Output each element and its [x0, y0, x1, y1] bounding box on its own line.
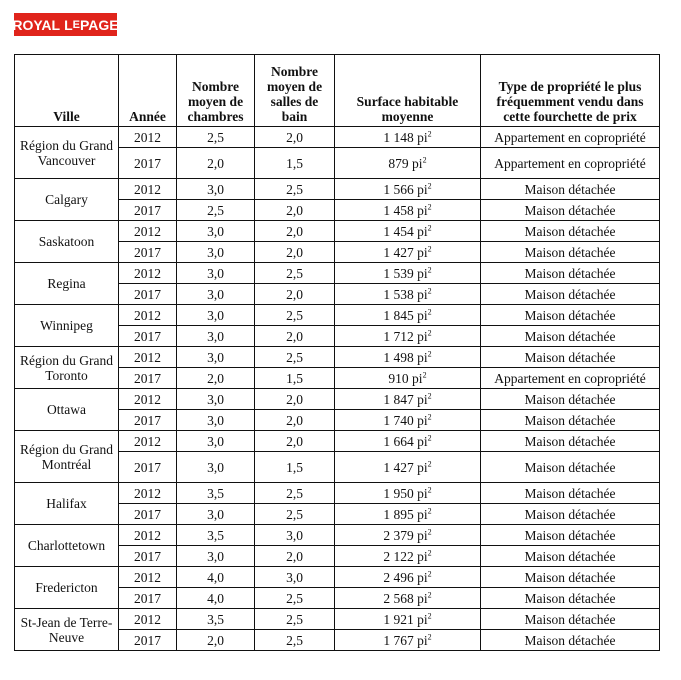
cell-city: St-Jean de Terre-Neuve: [15, 609, 119, 651]
cell-bathrooms: 2,0: [255, 127, 335, 148]
cell-bedrooms: 2,5: [177, 127, 255, 148]
cell-bedrooms: 3,5: [177, 483, 255, 504]
area-unit-exponent: 2: [427, 590, 432, 599]
area-unit: pi: [417, 569, 428, 585]
header-year: Année: [119, 55, 177, 127]
cell-bedrooms: 3,0: [177, 263, 255, 284]
cell-bedrooms: 3,0: [177, 452, 255, 483]
logo-letter-l: L: [64, 16, 73, 33]
cell-city: Saskatoon: [15, 221, 119, 263]
area-unit-exponent: 2: [427, 412, 432, 421]
area-value: 1 740: [383, 412, 414, 428]
table-row: [15, 609, 660, 630]
cell-bathrooms: 1,5: [255, 368, 335, 389]
cell-area: [335, 431, 481, 452]
cell-area: [335, 347, 481, 368]
area-unit: pi: [417, 181, 428, 197]
area-unit-exponent: 2: [427, 527, 432, 536]
cell-city: Winnipeg: [15, 305, 119, 347]
cell-area: [335, 127, 481, 148]
cell-bedrooms: 3,5: [177, 525, 255, 546]
cell-type: Maison détachée: [481, 431, 660, 452]
cell-city: Région du Grand Toronto: [15, 347, 119, 389]
cell-type: Maison détachée: [481, 389, 660, 410]
cell-type: Maison détachée: [481, 347, 660, 368]
cell-bedrooms: 3,0: [177, 410, 255, 431]
housing-table: [14, 54, 660, 651]
cell-type: Maison détachée: [481, 284, 660, 305]
area-unit-exponent: 2: [427, 181, 432, 190]
area-value: 1 454: [383, 223, 414, 239]
area-value: 1 148: [383, 129, 414, 145]
cell-bathrooms: 2,5: [255, 630, 335, 651]
area-unit: pi: [417, 412, 428, 428]
cell-bedrooms: 3,0: [177, 504, 255, 525]
cell-bedrooms: 4,0: [177, 567, 255, 588]
cell-bathrooms: 1,5: [255, 148, 335, 179]
cell-year: 2017: [119, 588, 177, 609]
cell-year: 2017: [119, 546, 177, 567]
area-unit-exponent: 2: [427, 391, 432, 400]
cell-area: [335, 368, 481, 389]
area-unit-exponent: 2: [427, 459, 432, 468]
cell-bedrooms: 3,0: [177, 546, 255, 567]
area-unit-exponent: 2: [427, 548, 432, 557]
logo-word-page: PAGE: [80, 16, 119, 33]
area-unit-exponent: 2: [427, 328, 432, 337]
cell-bedrooms: 2,0: [177, 630, 255, 651]
cell-bedrooms: 3,0: [177, 431, 255, 452]
cell-type: Appartement en copropriété: [481, 368, 660, 389]
area-value: 879: [388, 155, 409, 171]
cell-area: [335, 389, 481, 410]
cell-type: Maison détachée: [481, 221, 660, 242]
cell-area: [335, 504, 481, 525]
cell-bathrooms: 2,0: [255, 410, 335, 431]
area-unit-exponent: 2: [427, 569, 432, 578]
area-unit: pi: [417, 328, 428, 344]
cell-bedrooms: 3,0: [177, 179, 255, 200]
cell-area: [335, 263, 481, 284]
area-value: 1 895: [383, 506, 414, 522]
table-row: [15, 221, 660, 242]
cell-bathrooms: 2,0: [255, 431, 335, 452]
area-unit-exponent: 2: [427, 129, 432, 138]
cell-bedrooms: 4,0: [177, 588, 255, 609]
cell-area: [335, 525, 481, 546]
cell-bathrooms: 2,0: [255, 200, 335, 221]
area-unit-exponent: 2: [427, 632, 432, 641]
cell-year: 2012: [119, 567, 177, 588]
cell-bathrooms: 2,0: [255, 284, 335, 305]
cell-area: [335, 148, 481, 179]
table-row: [15, 127, 660, 148]
area-value: 1 539: [383, 265, 414, 281]
cell-area: [335, 609, 481, 630]
cell-year: 2017: [119, 410, 177, 431]
cell-year: 2012: [119, 263, 177, 284]
cell-bedrooms: 3,0: [177, 242, 255, 263]
area-value: 1 712: [383, 328, 414, 344]
area-value: 2 122: [383, 548, 414, 564]
area-value: 1 427: [383, 459, 414, 475]
area-value: 1 538: [383, 286, 414, 302]
cell-bathrooms: 2,5: [255, 347, 335, 368]
area-unit: pi: [417, 307, 428, 323]
table-row: [15, 431, 660, 452]
cell-year: 2012: [119, 127, 177, 148]
cell-type: Maison détachée: [481, 452, 660, 483]
cell-year: 2012: [119, 431, 177, 452]
cell-area: [335, 284, 481, 305]
cell-city: Région du Grand Vancouver: [15, 127, 119, 179]
area-unit: pi: [417, 286, 428, 302]
cell-bathrooms: 2,0: [255, 389, 335, 410]
cell-type: Maison détachée: [481, 326, 660, 347]
area-unit-exponent: 2: [427, 244, 432, 253]
area-unit: pi: [417, 590, 428, 606]
area-unit-exponent: 2: [427, 286, 432, 295]
table-body: [15, 127, 660, 651]
cell-city: Région du Grand Montréal: [15, 431, 119, 483]
cell-year: 2012: [119, 221, 177, 242]
cell-bathrooms: 3,0: [255, 567, 335, 588]
area-unit: pi: [417, 433, 428, 449]
logo-word-royal: ROYAL: [12, 16, 61, 33]
cell-year: 2017: [119, 284, 177, 305]
cell-year: 2017: [119, 326, 177, 347]
cell-type: Appartement en copropriété: [481, 127, 660, 148]
cell-bathrooms: 2,5: [255, 609, 335, 630]
area-unit: pi: [417, 223, 428, 239]
area-unit: pi: [417, 527, 428, 543]
header-area: Surface habitable moyenne: [335, 55, 481, 127]
cell-type: Maison détachée: [481, 200, 660, 221]
area-value: 2 496: [383, 569, 414, 585]
cell-bathrooms: 2,5: [255, 263, 335, 284]
area-unit: pi: [417, 548, 428, 564]
area-unit-exponent: 2: [422, 370, 427, 379]
area-unit-exponent: 2: [427, 349, 432, 358]
area-unit: pi: [417, 265, 428, 281]
cell-bedrooms: 3,5: [177, 609, 255, 630]
area-unit: pi: [412, 370, 423, 386]
area-unit: pi: [417, 611, 428, 627]
cell-bedrooms: 3,0: [177, 326, 255, 347]
area-value: 1 767: [383, 632, 414, 648]
cell-city: Calgary: [15, 179, 119, 221]
area-value: 1 427: [383, 244, 414, 260]
header-row: [15, 55, 660, 127]
header-bathrooms: Nombre moyen de salles de bain: [255, 55, 335, 127]
cell-year: 2012: [119, 179, 177, 200]
table-row: [15, 483, 660, 504]
area-value: 1 845: [383, 307, 414, 323]
cell-year: 2012: [119, 305, 177, 326]
cell-type: Maison détachée: [481, 305, 660, 326]
cell-area: [335, 242, 481, 263]
area-unit: pi: [417, 506, 428, 522]
header-city: Ville: [15, 55, 119, 127]
cell-bathrooms: 2,5: [255, 588, 335, 609]
area-unit: pi: [417, 202, 428, 218]
logo-letter-e: E: [72, 18, 80, 31]
area-unit-exponent: 2: [427, 223, 432, 232]
cell-year: 2017: [119, 200, 177, 221]
header-bedrooms: Nombre moyen de chambres: [177, 55, 255, 127]
area-value: 910: [388, 370, 409, 386]
cell-type: Maison détachée: [481, 546, 660, 567]
cell-type: Maison détachée: [481, 242, 660, 263]
table-row: [15, 179, 660, 200]
cell-area: [335, 410, 481, 431]
area-unit-exponent: 2: [422, 155, 427, 164]
area-unit: pi: [417, 632, 428, 648]
area-unit-exponent: 2: [427, 506, 432, 515]
cell-bathrooms: 2,0: [255, 546, 335, 567]
cell-area: [335, 179, 481, 200]
table-row: [15, 263, 660, 284]
cell-area: [335, 200, 481, 221]
cell-type: Maison détachée: [481, 483, 660, 504]
royal-lepage-logo: [14, 13, 117, 36]
table-row: [15, 305, 660, 326]
header-type: Type de propriété le plus fréquemment vendu dans cette fourchette de prix: [481, 55, 660, 127]
area-value: 2 379: [383, 527, 414, 543]
cell-year: 2012: [119, 525, 177, 546]
area-unit: pi: [412, 155, 423, 171]
cell-type: Maison détachée: [481, 609, 660, 630]
cell-area: [335, 546, 481, 567]
cell-city: Halifax: [15, 483, 119, 525]
cell-type: Appartement en copropriété: [481, 148, 660, 179]
cell-bathrooms: 2,0: [255, 326, 335, 347]
cell-bathrooms: 2,0: [255, 242, 335, 263]
cell-type: Maison détachée: [481, 179, 660, 200]
cell-year: 2017: [119, 242, 177, 263]
cell-bathrooms: 2,5: [255, 504, 335, 525]
cell-bathrooms: 3,0: [255, 525, 335, 546]
cell-bedrooms: 2,5: [177, 200, 255, 221]
area-unit-exponent: 2: [427, 202, 432, 211]
area-unit-exponent: 2: [427, 307, 432, 316]
area-unit: pi: [417, 129, 428, 145]
area-unit-exponent: 2: [427, 265, 432, 274]
area-unit: pi: [417, 349, 428, 365]
table-row: [15, 525, 660, 546]
cell-area: [335, 452, 481, 483]
cell-type: Maison détachée: [481, 410, 660, 431]
cell-bedrooms: 3,0: [177, 305, 255, 326]
table-row: [15, 567, 660, 588]
cell-bathrooms: 2,5: [255, 305, 335, 326]
cell-type: Maison détachée: [481, 588, 660, 609]
area-value: 1 950: [383, 485, 414, 501]
area-value: 1 458: [383, 202, 414, 218]
cell-year: 2017: [119, 368, 177, 389]
cell-area: [335, 221, 481, 242]
area-value: 1 566: [383, 181, 414, 197]
cell-bedrooms: 3,0: [177, 389, 255, 410]
table-row: [15, 347, 660, 368]
cell-bedrooms: 3,0: [177, 221, 255, 242]
area-unit-exponent: 2: [427, 433, 432, 442]
cell-type: Maison détachée: [481, 525, 660, 546]
cell-bedrooms: 3,0: [177, 347, 255, 368]
cell-year: 2012: [119, 609, 177, 630]
cell-area: [335, 567, 481, 588]
area-value: 1 664: [383, 433, 414, 449]
cell-year: 2017: [119, 504, 177, 525]
area-unit: pi: [417, 459, 428, 475]
cell-bathrooms: 2,5: [255, 483, 335, 504]
cell-city: Ottawa: [15, 389, 119, 431]
cell-year: 2012: [119, 347, 177, 368]
cell-bedrooms: 2,0: [177, 368, 255, 389]
area-unit: pi: [417, 485, 428, 501]
cell-type: Maison détachée: [481, 504, 660, 525]
cell-bathrooms: 2,0: [255, 221, 335, 242]
area-unit-exponent: 2: [427, 485, 432, 494]
area-value: 2 568: [383, 590, 414, 606]
cell-bathrooms: 1,5: [255, 452, 335, 483]
cell-year: 2017: [119, 630, 177, 651]
cell-year: 2017: [119, 148, 177, 179]
area-value: 1 921: [383, 611, 414, 627]
cell-bedrooms: 3,0: [177, 284, 255, 305]
cell-city: Fredericton: [15, 567, 119, 609]
cell-city: Regina: [15, 263, 119, 305]
area-value: 1 847: [383, 391, 414, 407]
area-unit: pi: [417, 391, 428, 407]
cell-type: Maison détachée: [481, 263, 660, 284]
cell-type: Maison détachée: [481, 630, 660, 651]
cell-bedrooms: 2,0: [177, 148, 255, 179]
cell-area: [335, 630, 481, 651]
cell-bathrooms: 2,5: [255, 179, 335, 200]
cell-type: Maison détachée: [481, 567, 660, 588]
cell-area: [335, 483, 481, 504]
cell-city: Charlottetown: [15, 525, 119, 567]
cell-year: 2012: [119, 483, 177, 504]
area-value: 1 498: [383, 349, 414, 365]
area-unit-exponent: 2: [427, 611, 432, 620]
cell-area: [335, 326, 481, 347]
cell-area: [335, 305, 481, 326]
cell-area: [335, 588, 481, 609]
cell-year: 2012: [119, 389, 177, 410]
table-row: [15, 389, 660, 410]
cell-year: 2017: [119, 452, 177, 483]
area-unit: pi: [417, 244, 428, 260]
